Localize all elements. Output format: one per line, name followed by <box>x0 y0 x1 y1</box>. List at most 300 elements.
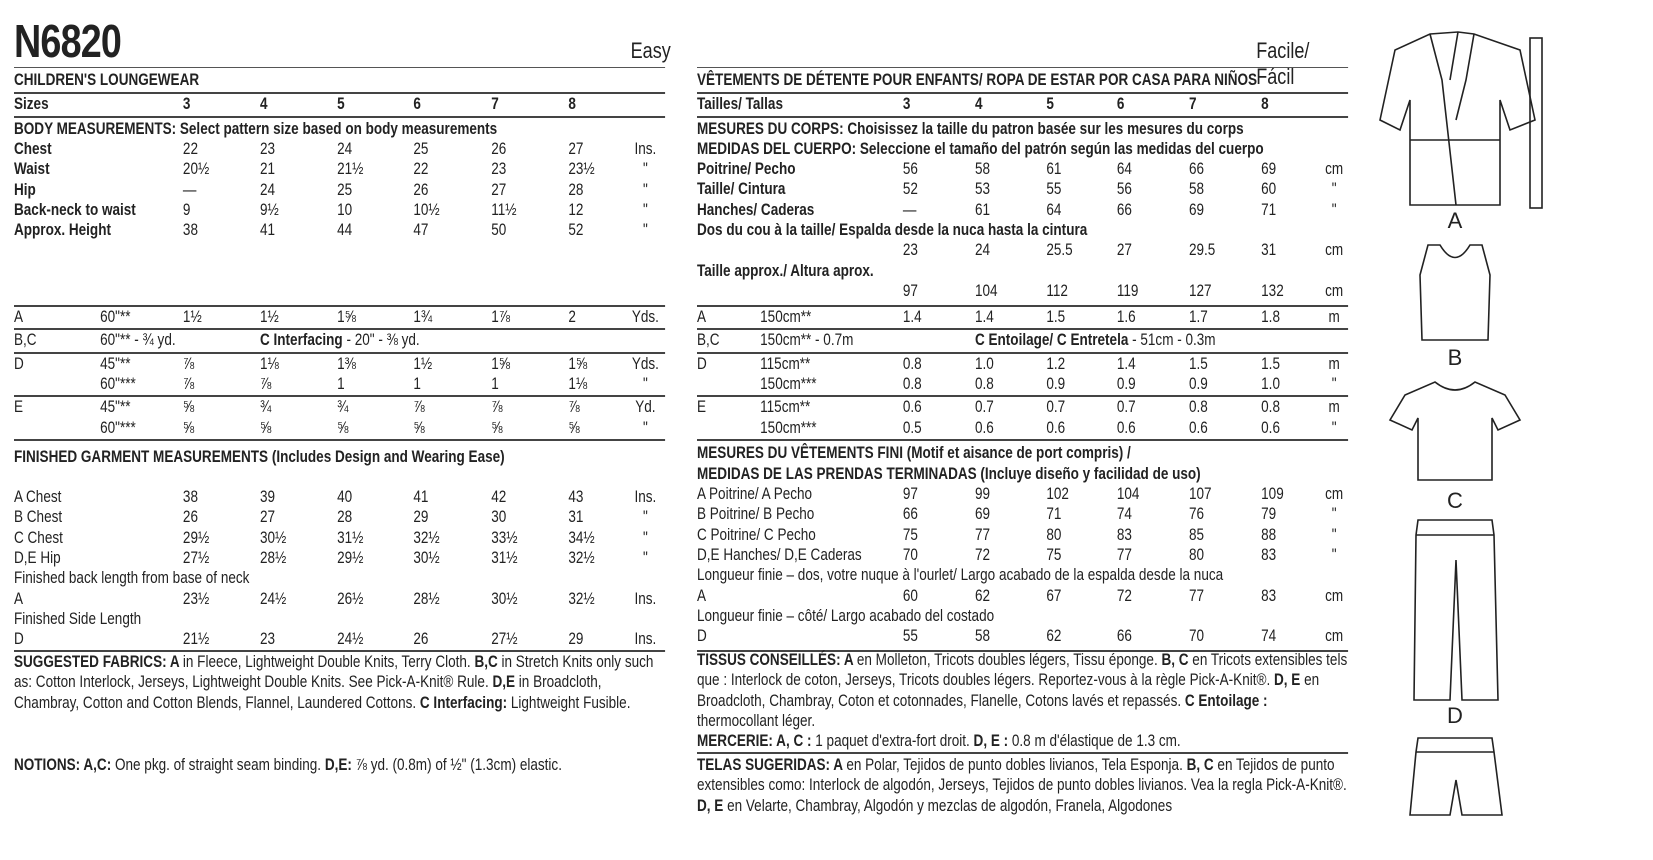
unit-label: " <box>642 180 648 199</box>
size-value: 109 <box>1261 485 1284 503</box>
size-value: 34½ <box>568 528 595 547</box>
body-measurement-row <box>14 180 665 200</box>
finished-measurement-row <box>14 589 665 609</box>
size-value: 55 <box>1046 180 1062 199</box>
size-value: 74 <box>1261 627 1277 646</box>
yardage-row <box>697 397 1348 417</box>
row-label: Dos du cou à la taille/ Espalda desde la nuca hasta la cintura <box>697 220 1088 239</box>
size-value: 1⅝ <box>568 354 588 373</box>
size-value: 83 <box>1261 586 1277 605</box>
size-value: 32½ <box>413 528 440 547</box>
yardage-row <box>14 354 665 374</box>
row-label: Finished Side Length <box>14 609 142 628</box>
divider <box>697 67 1348 68</box>
body-measurement-row <box>697 200 1348 220</box>
size-value: 97 <box>902 485 918 503</box>
size-value: 1.4 <box>974 308 994 326</box>
body-measurement-row <box>14 139 665 159</box>
size-value: 71 <box>1261 200 1277 219</box>
fabric-width: 150cm** - 0.7m <box>760 331 854 350</box>
finished-measurement-row <box>697 484 1348 504</box>
size-value: 64 <box>1116 160 1132 178</box>
size-value: 29 <box>413 508 429 527</box>
row-label: Approx. Height <box>14 221 111 240</box>
divider <box>14 67 665 68</box>
row-label: Taille approx./ Altura aprox. <box>697 261 874 280</box>
finished-measurement-row <box>697 504 1348 524</box>
row-label: D <box>697 354 707 373</box>
size-value: 1⅛ <box>568 374 588 393</box>
size-value: 112 <box>1046 281 1068 300</box>
unit-label: m <box>1328 398 1340 417</box>
size-value: 0.9 <box>1116 374 1136 393</box>
size-value: 6 <box>413 95 421 113</box>
size-value: 43 <box>568 488 584 506</box>
size-value: 0.8 <box>902 374 922 393</box>
size-value: 8 <box>568 95 576 113</box>
unit-label: m <box>1328 354 1340 373</box>
size-value: 24 <box>260 180 276 199</box>
fabric-width: 60"** <box>100 308 131 326</box>
text-run: thermocollant léger. <box>697 712 816 731</box>
size-value: 55 <box>902 627 918 646</box>
yardage-row <box>697 418 1348 438</box>
size-value: 1 <box>413 374 421 393</box>
size-value: 1.0 <box>1261 374 1280 393</box>
size-value: 8 <box>1261 95 1269 113</box>
size-value: 58 <box>974 627 991 646</box>
size-value: 22 <box>413 160 429 179</box>
size-value: 23½ <box>568 160 595 179</box>
text-run: en Velarte, Chambray, Algodón y mezclas de algodón, Franela, Algodones <box>727 796 1173 815</box>
body-measurement-row <box>697 220 1348 240</box>
finished-heading-es <box>697 464 1348 484</box>
size-value: 24½ <box>337 630 364 649</box>
size-value: 26 <box>413 180 429 199</box>
body-measurements-heading-es <box>697 139 1348 159</box>
bold-label: D, E <box>697 796 728 815</box>
finished-measurement-row <box>14 507 665 527</box>
heading-text: MESURES DU VÊTEMENTS FINI (Motif et aisance de port compris) / <box>697 444 1131 462</box>
row-label: A <box>697 308 707 326</box>
tissus-conseilles <box>697 650 1348 732</box>
size-value: 83 <box>1261 545 1277 564</box>
unit-label: Yd. <box>635 398 656 417</box>
body-measurement-row <box>697 159 1348 179</box>
size-value: 85 <box>1189 525 1205 544</box>
bold-label: NOTIONS: A,C: <box>14 756 115 774</box>
size-value: 9 <box>182 200 191 219</box>
heading-text: MEDIDAS DEL CUERPO: Seleccione el tamaño del patrón según las medidas del cuerpo <box>697 140 1264 158</box>
unit-label: cm <box>1325 485 1344 503</box>
size-value: 70 <box>1189 627 1205 646</box>
size-value: 12 <box>568 200 584 219</box>
size-value: 64 <box>1046 200 1062 219</box>
size-value: 2 <box>568 308 576 326</box>
yardage-row <box>697 307 1348 327</box>
size-value: 60 <box>1261 180 1277 199</box>
row-label: B Chest <box>14 508 63 527</box>
size-value: 0.8 <box>1189 398 1208 417</box>
bold-label: TELAS SUGERIDAS: A <box>697 756 847 774</box>
view-label-a: A <box>1447 208 1463 233</box>
row-label: E <box>14 398 24 417</box>
size-value: 66 <box>1116 200 1132 219</box>
row-label: B Poitrine/ B Pecho <box>697 505 815 524</box>
size-value: 1 <box>337 374 345 393</box>
size-value: 71 <box>1046 505 1062 524</box>
size-value: 76 <box>1189 505 1205 524</box>
pants-illustration <box>1414 520 1498 700</box>
size-value: ⅞ <box>413 398 425 417</box>
text-run: in Stretch Knits only such as: Cotton Interlock, Jerseys, Lightweight Double Knits. See Pick-A-Knit® Rule. <box>14 653 654 692</box>
size-value: 1⅞ <box>491 308 511 326</box>
heading-text: MESURES DU CORPS: Choisissez la taille du patron basée sur les mesures du corps <box>697 120 1244 138</box>
finished-heading-fr <box>697 443 1348 463</box>
size-value: 72 <box>974 545 991 564</box>
size-value: 0.6 <box>902 398 922 417</box>
size-value: 29 <box>568 630 584 649</box>
size-value: 0.6 <box>1189 418 1208 437</box>
finished-measurement-row <box>697 606 1348 626</box>
size-value: 1 <box>491 374 499 393</box>
row-label: D,E Hip <box>14 548 61 567</box>
size-value: 5 <box>1046 95 1054 113</box>
size-value: 41 <box>260 221 276 240</box>
size-value: 27 <box>260 508 276 527</box>
row-label: Longueur finie – côté/ Largo acabado del costado <box>697 606 995 625</box>
body-measurements-heading-fr <box>697 119 1348 139</box>
size-value: 102 <box>1046 485 1069 503</box>
size-value: 7 <box>1189 95 1197 113</box>
size-value: 52 <box>902 180 918 199</box>
bold-label: C Interfacing: <box>419 693 511 712</box>
size-value: 0.8 <box>1261 398 1280 417</box>
size-value: 56 <box>902 160 918 178</box>
difficulty-label: Easy <box>630 38 671 63</box>
size-value: 32½ <box>568 589 595 608</box>
size-value: 31½ <box>337 528 364 547</box>
bold-label: C Entoilage : <box>1184 691 1268 710</box>
text-run: en Broadcloth, Chambray, Coton et cotonnades, Flanelle, Cotons lavés et repassés. <box>697 671 1320 710</box>
text-run: 1 paquet d'extra-fort droit. <box>815 732 974 750</box>
interfacing-label: C Interfacing <box>260 331 343 350</box>
size-value: 1.8 <box>1261 308 1280 326</box>
unit-label: Ins. <box>634 589 657 608</box>
size-value: 23 <box>260 630 276 649</box>
unit-label: " <box>1331 545 1337 564</box>
size-value: 28½ <box>260 548 287 567</box>
size-value: 0.9 <box>1046 374 1066 393</box>
unit-label: " <box>1331 525 1337 544</box>
size-value: 1½ <box>182 308 202 326</box>
row-label: Longueur finie – dos, votre nuque à l'ourlet/ Largo acabado de la espalda desde la nuca <box>697 566 1224 585</box>
size-value: 127 <box>1189 281 1212 300</box>
size-value: 1.6 <box>1116 308 1136 326</box>
size-value: 28½ <box>413 589 440 608</box>
size-value: 104 <box>1116 485 1140 503</box>
interfacing-note <box>260 330 420 350</box>
size-value: 32½ <box>568 548 595 567</box>
size-value: 62 <box>974 586 991 605</box>
body-measurement-row <box>697 281 1348 301</box>
unit-label: " <box>1331 180 1337 199</box>
size-value: 107 <box>1189 485 1212 503</box>
sizes-header <box>14 94 665 114</box>
view-illustrations <box>1370 20 1570 840</box>
finished-measurement-row <box>697 525 1348 545</box>
shorts-illustration <box>1410 738 1502 815</box>
size-value: 9½ <box>260 200 279 219</box>
divider <box>14 439 665 441</box>
heading-bold: FINISHED GARMENT MEASUREMENTS <box>14 448 269 466</box>
row-label: Sizes <box>14 95 49 113</box>
text-run: in Fleece, Lightweight Double Knits, Terry Cloth. <box>182 653 475 671</box>
size-value: 77 <box>974 525 991 544</box>
unit-label: " <box>642 418 648 437</box>
size-value: 26 <box>413 630 429 649</box>
size-value: 23 <box>260 140 276 158</box>
divider <box>14 116 665 118</box>
bold-label: B, C <box>1186 756 1218 774</box>
size-value: 58 <box>1189 180 1205 199</box>
size-value: ⅞ <box>182 354 195 373</box>
size-value: 44 <box>337 221 353 240</box>
row-label: B,C <box>14 331 37 350</box>
notions <box>14 755 665 775</box>
size-value: 31 <box>568 508 584 527</box>
size-value: 25.5 <box>1046 241 1073 260</box>
body-measurement-row <box>14 159 665 179</box>
size-value: 28 <box>337 508 353 527</box>
size-value: 27 <box>568 140 584 158</box>
row-label: Back-neck to waist <box>14 200 136 219</box>
size-value: 10 <box>337 200 353 219</box>
bold-label: D,E <box>492 673 519 692</box>
size-value: 24 <box>974 241 991 260</box>
size-value: 20½ <box>182 160 210 179</box>
size-value: 69 <box>1189 200 1205 219</box>
size-value: 3 <box>902 95 911 113</box>
size-value: 66 <box>902 505 918 524</box>
size-value: 10½ <box>413 200 440 219</box>
row-label: D,E Hanches/ D,E Caderas <box>697 545 862 564</box>
divider <box>697 116 1348 118</box>
finished-measurements-heading <box>14 447 665 467</box>
row-label: Taille/ Cintura <box>697 180 786 199</box>
size-value: 1⅝ <box>491 354 511 373</box>
view-label-d: D <box>1447 703 1463 728</box>
size-value: ⅞ <box>568 398 580 417</box>
size-value: 119 <box>1116 281 1139 300</box>
size-value: 0.6 <box>1116 418 1136 437</box>
tshirt-illustration <box>1390 382 1520 480</box>
size-value: 38 <box>182 221 198 240</box>
size-value: 50 <box>491 221 507 240</box>
yardage-row <box>697 374 1348 394</box>
row-label: D <box>14 354 24 373</box>
heading-text: CHILDREN'S LOUNGEWEAR <box>14 71 200 89</box>
size-value: 104 <box>974 281 998 300</box>
size-value: 0.7 <box>1046 398 1066 417</box>
row-label: Chest <box>14 140 52 158</box>
body-measurement-row <box>14 200 665 220</box>
size-value: 61 <box>1046 160 1062 178</box>
size-value: 0.9 <box>1189 374 1208 393</box>
body-measurements-heading <box>14 119 665 139</box>
unit-label: Yds. <box>631 308 659 326</box>
view-label-b: B <box>1447 345 1463 370</box>
bold-label: B,C <box>474 653 502 671</box>
size-value: 30½ <box>260 528 287 547</box>
size-value: 62 <box>1046 627 1062 646</box>
unit-label: " <box>1331 505 1337 524</box>
size-value: 53 <box>974 180 991 199</box>
row-label: D <box>697 627 707 646</box>
difficulty-label: Facile/ Fácil <box>1256 38 1310 89</box>
size-value: 99 <box>974 485 991 503</box>
size-value: 97 <box>902 281 918 300</box>
size-value: 0.5 <box>902 418 922 437</box>
suggested-fabrics <box>14 652 665 713</box>
mercerie <box>697 731 1348 751</box>
size-value: 42 <box>491 488 507 506</box>
row-label: Finished back length from base of neck <box>14 569 250 588</box>
size-value: 0.6 <box>1046 418 1066 437</box>
finished-measurement-row <box>14 487 665 507</box>
size-value: 69 <box>974 505 991 524</box>
telas-sugeridas <box>697 755 1348 816</box>
unit-label: " <box>642 160 648 179</box>
size-value: 27 <box>1116 241 1132 260</box>
row-label: E <box>697 398 707 417</box>
size-value: 1⅛ <box>260 354 279 373</box>
fabric-width: 60"** - ¾ yd. <box>100 331 176 350</box>
size-value: 79 <box>1261 505 1277 524</box>
bold-label: D,E: <box>324 756 356 774</box>
unit-label: " <box>642 374 648 393</box>
unit-label: " <box>642 508 648 527</box>
size-value: ⅞ <box>182 374 195 393</box>
size-value: 47 <box>413 221 429 240</box>
yardage-row <box>14 374 665 394</box>
size-value: 4 <box>974 95 983 113</box>
size-value: 4 <box>260 95 268 113</box>
yardage-row <box>14 307 665 327</box>
unit-label: cm <box>1325 241 1344 260</box>
row-label: B,C <box>697 331 720 350</box>
size-value: 0.7 <box>1116 398 1136 417</box>
yardage-row <box>14 330 665 350</box>
row-label: Hip <box>14 180 36 199</box>
bold-label: D, E <box>1273 671 1305 690</box>
row-label: Hanches/ Caderas <box>697 200 815 219</box>
fabric-width: 115cm** <box>760 354 811 373</box>
size-value: 1.5 <box>1189 354 1208 373</box>
interfacing-note <box>975 330 1216 350</box>
divider <box>697 752 1348 754</box>
pattern-number: N6820 <box>14 15 122 67</box>
size-value: ⅝ <box>413 418 425 437</box>
text-run: 0.8 m d'élastique de 1.3 cm. <box>1011 732 1181 750</box>
row-label: C Poitrine/ C Pecho <box>697 525 816 544</box>
fabric-width: 150cm*** <box>760 418 817 437</box>
size-value: 31½ <box>491 548 518 567</box>
size-value: 38 <box>182 488 198 506</box>
size-value: 30 <box>491 508 507 527</box>
size-value: 7 <box>491 95 499 113</box>
unit-label: Ins. <box>634 630 657 649</box>
size-value: 26 <box>182 508 198 527</box>
heading-text: BODY MEASUREMENTS: Select pattern size based on body measurements <box>14 120 498 138</box>
size-value: 60 <box>902 586 918 605</box>
size-value: 58 <box>974 160 991 178</box>
size-value: 27½ <box>491 630 518 649</box>
row-label: A <box>697 586 707 605</box>
unit-label: cm <box>1325 627 1344 646</box>
bold-label: MERCERIE: A, C : <box>697 732 816 750</box>
row-label: A Chest <box>14 488 62 506</box>
size-value: 75 <box>1046 545 1062 564</box>
size-value: 52 <box>568 221 584 240</box>
size-value: 25 <box>337 180 353 199</box>
interfacing-amount: - 51cm - 0.3m <box>1128 331 1216 350</box>
size-value: 0.6 <box>1261 418 1280 437</box>
heading-text: VÊTEMENTS DE DÉTENTE POUR ENFANTS/ ROPA DE ESTAR POR CASA PARA NIÑOS <box>697 71 1258 89</box>
row-label: D <box>14 630 24 649</box>
size-value: ⅝ <box>182 418 195 437</box>
row-label: Tailles/ Tallas <box>697 95 783 113</box>
body-measurement-row <box>697 261 1348 281</box>
section-title <box>14 70 665 90</box>
divider <box>697 439 1348 441</box>
bold-label: B, C <box>1161 651 1193 669</box>
size-value: 70 <box>902 545 918 564</box>
size-value: 0.7 <box>974 398 994 417</box>
size-value: 74 <box>1116 505 1132 524</box>
size-value: 6 <box>1116 95 1125 113</box>
heading-rest: (Includes Design and Wearing Ease) <box>268 448 505 466</box>
size-value: 26 <box>491 140 507 158</box>
interfacing-label: C Entoilage/ C Entretela <box>974 331 1129 350</box>
unit-label: cm <box>1325 160 1344 178</box>
row-label: A <box>14 308 24 326</box>
size-value: 39 <box>260 488 276 506</box>
robe-illustration <box>1380 32 1542 208</box>
size-value: ¾ <box>260 398 272 417</box>
heading-text: MEDIDAS DE LAS PRENDAS TERMINADAS (Incluye diseño y facilidad de uso) <box>697 465 1201 483</box>
unit-label: Ins. <box>634 488 657 506</box>
size-value: ⅝ <box>260 418 272 437</box>
size-value: 31 <box>1261 241 1277 260</box>
bold-label: SUGGESTED FABRICS: A <box>14 653 183 671</box>
row-label: C Chest <box>14 528 63 547</box>
unit-label: " <box>642 528 648 547</box>
size-value: 1.2 <box>1046 354 1066 373</box>
size-value: 21½ <box>337 160 364 179</box>
fabric-width: 60"*** <box>100 418 136 437</box>
size-value: 29.5 <box>1189 241 1216 260</box>
size-value: 67 <box>1046 586 1062 605</box>
unit-label: " <box>1331 374 1337 393</box>
size-value: ⅞ <box>260 374 272 393</box>
unit-label: " <box>642 200 648 219</box>
size-value: 1.5 <box>1046 308 1066 326</box>
size-value: 0.8 <box>902 354 922 373</box>
finished-measurement-row <box>697 545 1348 565</box>
fabric-width: 150cm** <box>760 308 812 326</box>
text-run: en Molleton, Tricots doubles légers, Tissu éponge. <box>856 651 1162 669</box>
